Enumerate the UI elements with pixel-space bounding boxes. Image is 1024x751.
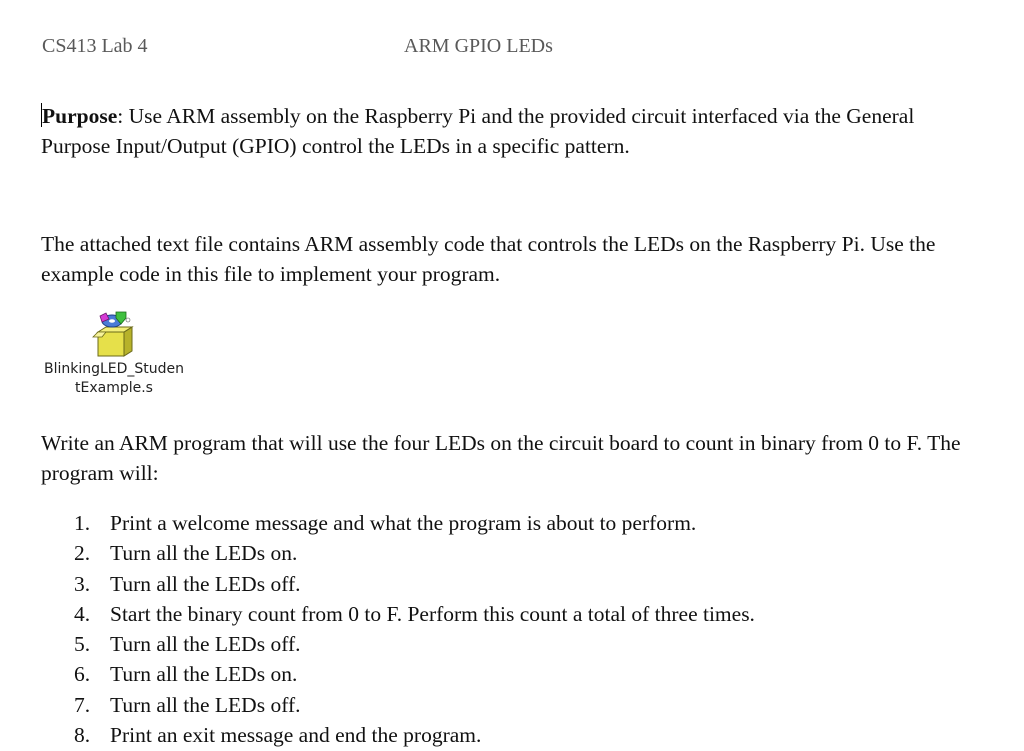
purpose-paragraph [41,101,981,161]
attachment-file-name: BlinkingLED_StudentExample.s [43,361,185,396]
purpose-text: : Use ARM assembly on the Raspberry Pi and the provided circuit interfaced via the General Purpose Input/Output (GPIO) control the LEDs in a specific pattern. [41,104,915,158]
header-course: CS413 Lab 4 [42,35,148,57]
header-title: ARM GPIO LEDs [404,35,553,57]
purpose-label: Purpose [42,104,118,128]
list-item: 2. Turn all the LEDs on. [74,541,298,566]
list-item: 3. Turn all the LEDs off. [74,571,301,596]
list-item: 7. Turn all the LEDs off. [74,692,301,717]
list-item: 6. Turn all the LEDs on. [74,662,298,687]
steps-list [74,508,755,750]
attachment-file[interactable] [40,310,188,398]
list-item: 5. Turn all the LEDs off. [74,632,301,657]
list-item: 1. Print a welcome message and what the program is about to perform. [74,511,697,535]
installer-package-icon [90,310,138,358]
attached-paragraph: The attached text file contains ARM assembly code that controls the LEDs on the Raspberry Pi. Use the example code in this file to implement your program. [41,232,936,286]
list-item: 4. Start the binary count from 0 to F. Perform this count a total of three times. [74,601,755,626]
list-item: 8. Print an exit message and end the program. [74,723,482,748]
write-paragraph: Write an ARM program that will use the four LEDs on the circuit board to count in binary from 0 to F. The program will: [41,431,961,485]
